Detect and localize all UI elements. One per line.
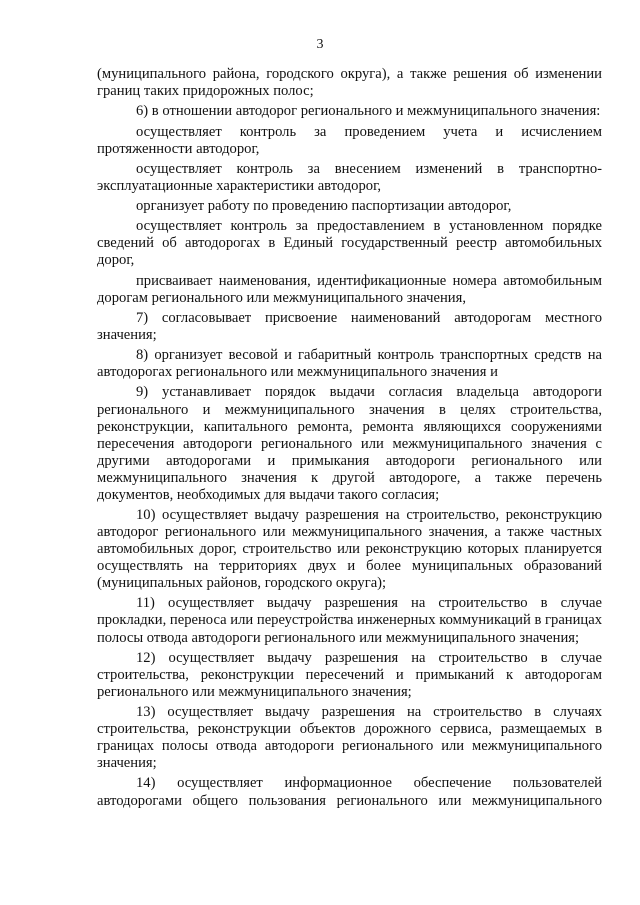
paragraph: 6) в отношении автодорог регионального и межмуниципального значения:: [136, 103, 601, 120]
paragraph: 12) осуществляет выдачу разрешения на строительство в случае строительства, реконструкции пересечений и примыканий к автодорогам регионального или межмуниципального значения;: [97, 649, 602, 700]
page-number: 3: [316, 37, 324, 52]
paragraph: присваивает наименования, идентификационные номера автомобильным дорогам регионального или межмуниципального значения,: [97, 272, 602, 306]
paragraph: 11) осуществляет выдачу разрешения на строительство в случае прокладки, переноса или переустройства инженерных коммуникаций в границах полосы отвода автодороги регионального или межмуниципального значения;: [97, 595, 602, 646]
paragraph: 10) осуществляет выдачу разрешения на строительство, реконструкцию автодорог регионального или межмуниципального значения, а также частных автомобильных дорог, строительство или реконструкцию которых планируется осуществлять на территориях двух и более муниципальных образований (муниципальных районов, городского округа);: [97, 507, 602, 592]
paragraph: 14) осуществляет информационное обеспечение пользователей автодорогами общего пользования регионального или межмуниципального: [97, 775, 602, 809]
paragraph: 9) устанавливает порядок выдачи согласия владельца автодороги регионального и межмуниципального значения в целях строительства, реконструкции, капитального ремонта, ремонта являющихся сооружениями пересечения автодороги регионального или межмуниципального значения с другими автодорогами и примыкания автодороги регионального или межмуниципального значения к другой автодороге, а также перечень документов, необходимых для выдачи такого согласия;: [97, 384, 602, 503]
paragraph: 13) осуществляет выдачу разрешения на строительство в случаях строительства, реконструкции объектов дорожного сервиса, размещаемых в границах полосы отвода автодороги регионального или межмуниципального значения;: [97, 704, 602, 772]
document-body: [97, 66, 602, 813]
paragraph: (муниципального района, городского округа), а также решения об изменении границ таких придорожных полос;: [97, 66, 602, 100]
paragraph: осуществляет контроль за внесением изменений в транспортно-эксплуатационные характеристики автодорог,: [97, 160, 602, 194]
paragraph: 8) организует весовой и габаритный контроль транспортных средств на автодорогах регионального или межмуниципального значения и: [97, 347, 602, 381]
paragraph: осуществляет контроль за проведением учета и исчислением протяженности автодорог,: [97, 123, 602, 157]
paragraph: 7) согласовывает присвоение наименований автодорогам местного значения;: [97, 309, 602, 343]
paragraph: осуществляет контроль за предоставлением в установленном порядке сведений об автодорогах в Единый государственный реестр автомобильных дорог,: [97, 218, 602, 269]
paragraph: организует работу по проведению паспортизации автодорог,: [136, 198, 512, 215]
